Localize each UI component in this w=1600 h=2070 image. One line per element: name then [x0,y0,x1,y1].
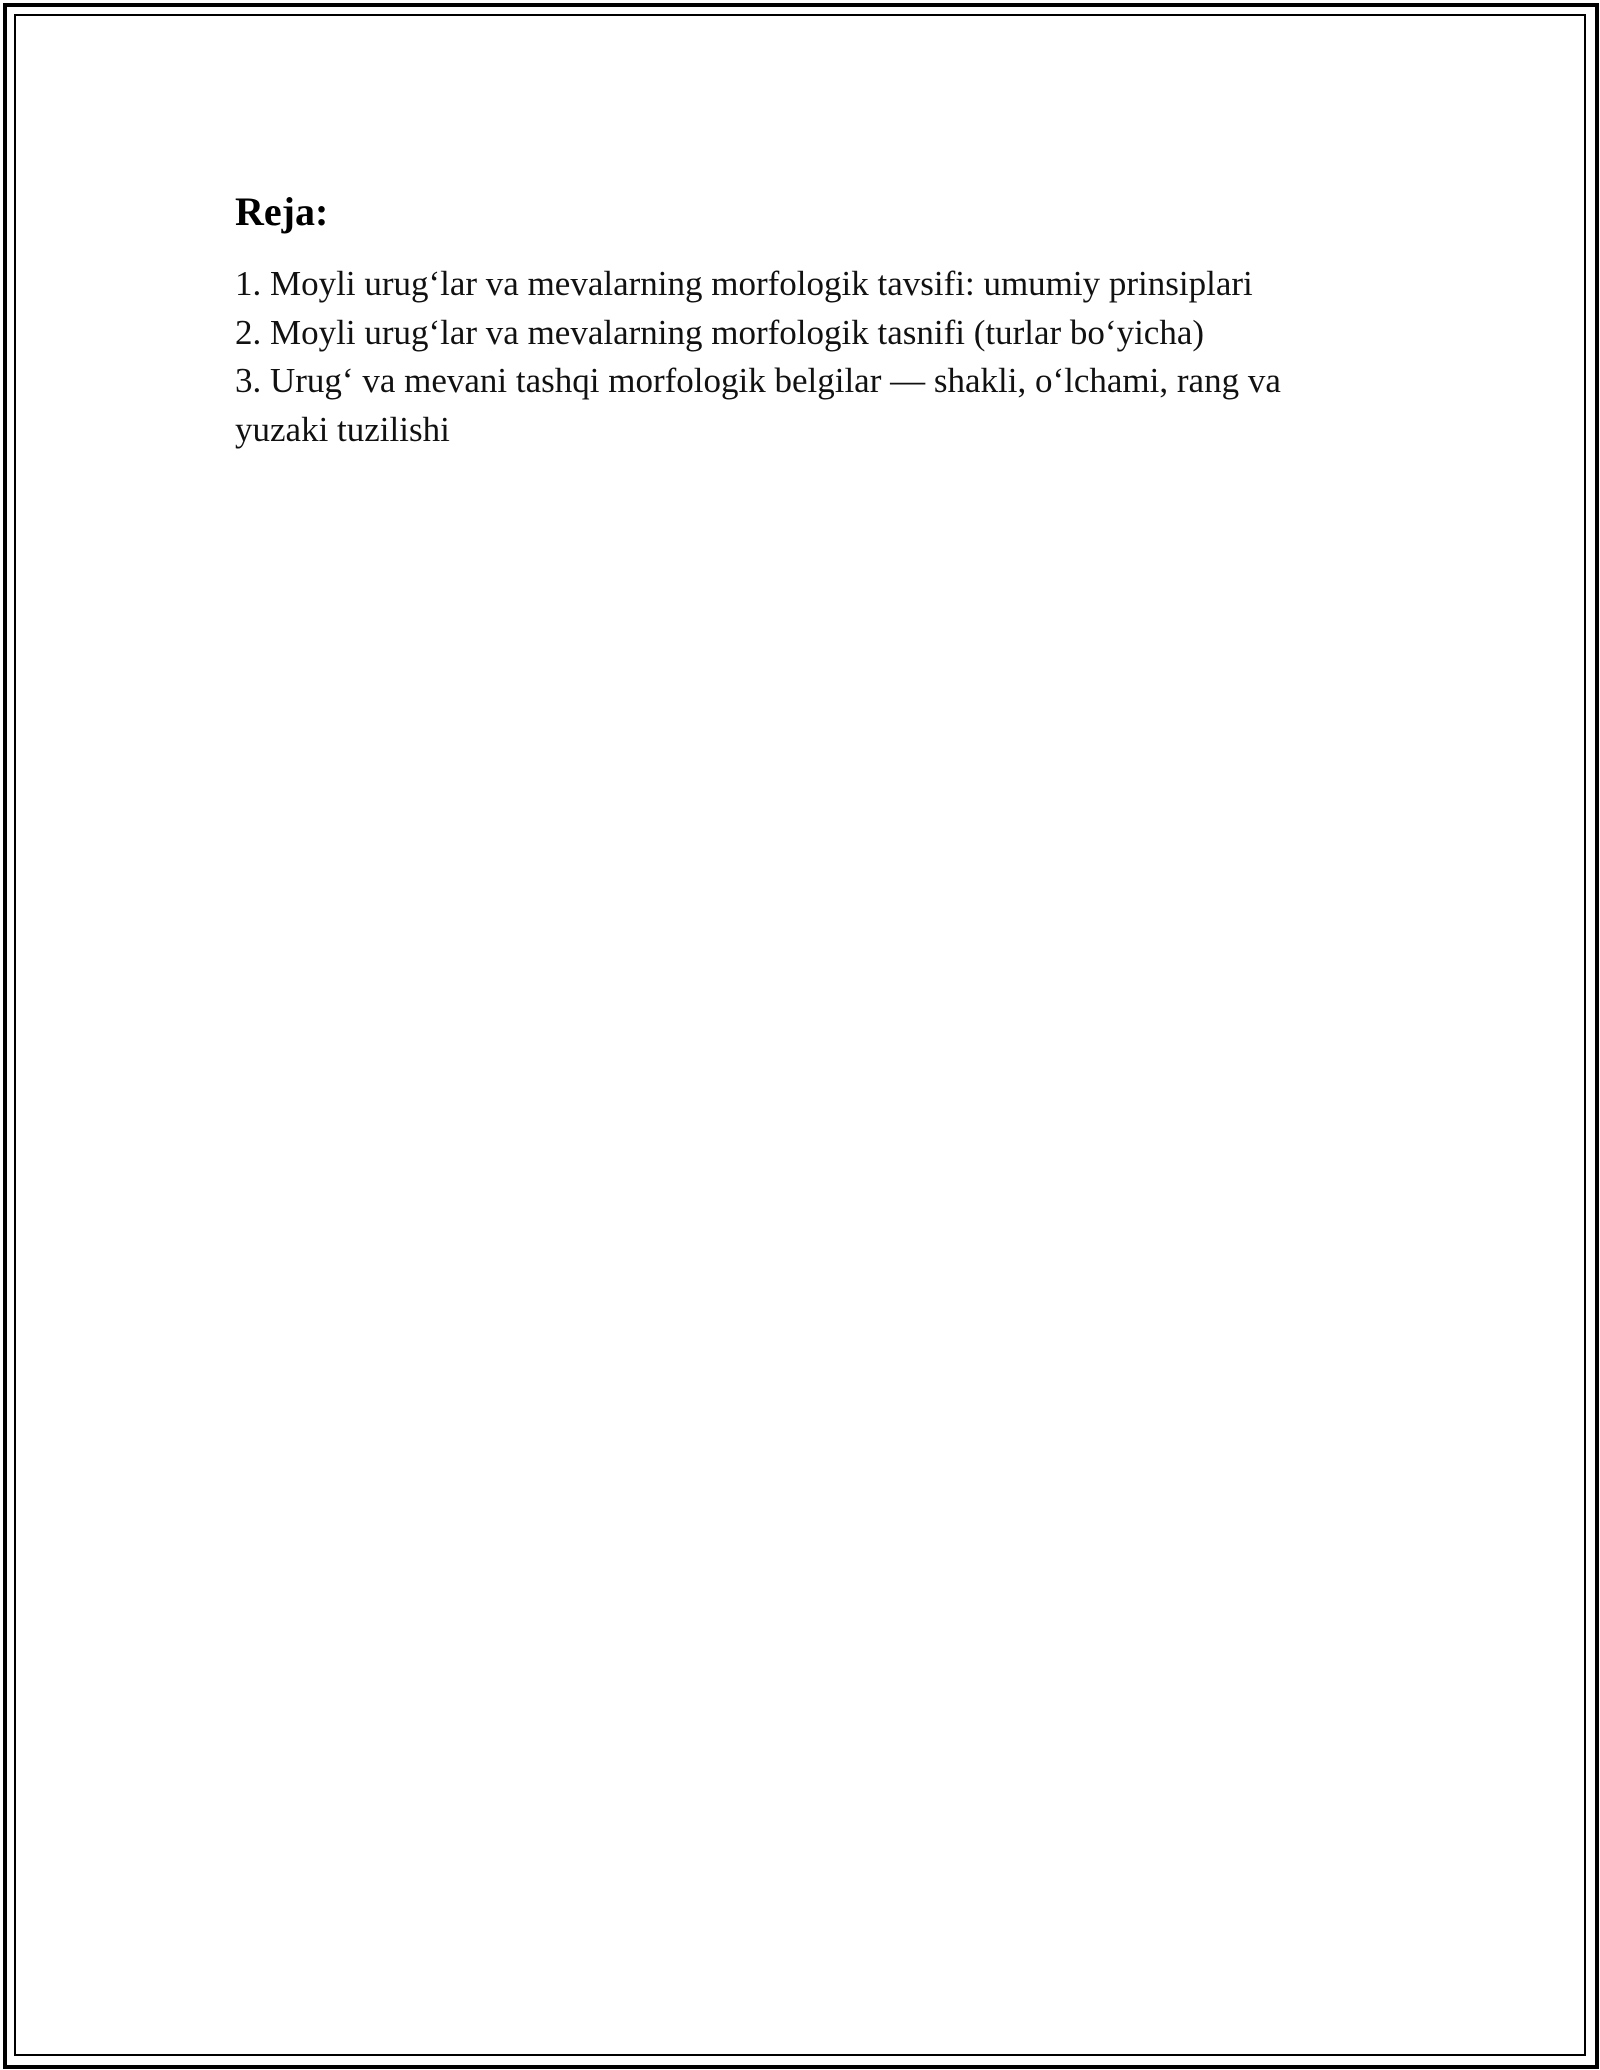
plan-item-1: 1. Moyli urug‘lar va mevalarning morfologik tavsifi: umumiy prinsiplari [235,264,1253,303]
plan-item-3: 3. Urug‘ va mevani tashqi morfologik belgilar — shakli, o‘lchami, rang va yuzaki tuzilishi [235,361,1281,449]
plan-item-2: 2. Moyli urug‘lar va mevalarning morfologik tasnifi (turlar bo‘yicha) [235,312,1205,352]
plan-title: Reja: [235,189,329,234]
plan-list [235,260,1365,454]
document-content [235,186,1365,454]
